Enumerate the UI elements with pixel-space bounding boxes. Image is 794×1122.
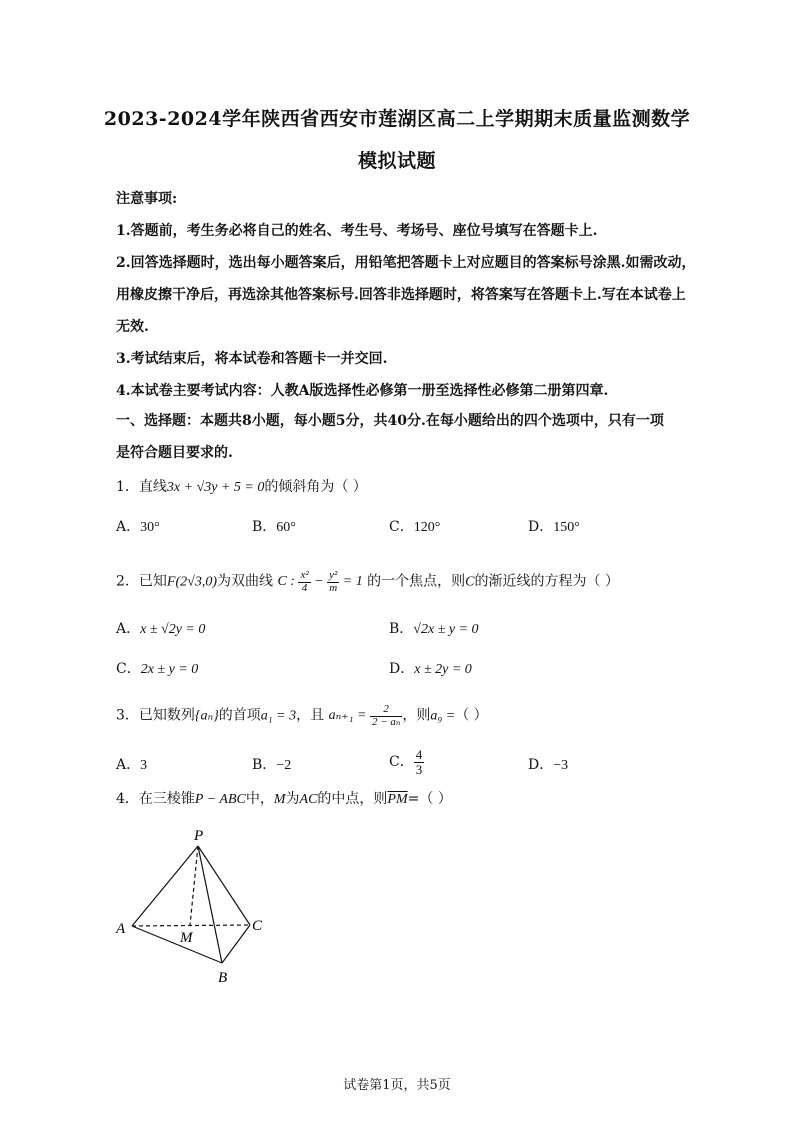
option-value: 3 [140,758,148,773]
q3-sequence: {aₙ} [194,708,219,724]
q4-pyramid: P − ABC [194,792,246,807]
option-label: B． [252,519,277,535]
label-a: A [116,921,126,937]
q2-hyperbola [277,569,363,594]
notes-heading: 注意事项: [116,191,178,207]
section-heading-cont: 是符合题目要求的. [116,445,233,461]
q1-option-b[interactable] [252,516,296,536]
edge-pa [132,846,198,926]
q3-target: a₉ = [430,708,456,724]
q4-ac: AC [299,792,318,807]
option-value: 60° [276,520,296,535]
q2-minus: − [314,574,324,590]
q4-mid3: 的中点，则 [317,791,388,807]
q1-option-a[interactable] [116,516,160,536]
option-value: x ± √2y = 0 [140,622,206,637]
frac-numerator: 4 [415,747,423,762]
note-item-2-cont: 用橡皮擦干净后，再选涂其他答案标号.回答非选择题时，将答案写在答题卡上.写在本试卷上 [116,287,686,303]
label-b: B [218,970,228,986]
q1-option-d[interactable] [528,516,580,536]
note-item-2-end: 无效. [116,319,149,335]
frac-denominator: 4 [301,581,308,594]
q3-recurrence [328,703,403,728]
q2-option-a[interactable] [116,618,205,638]
label-m: M [180,930,193,946]
note-item-4: 4.本试卷主要考试内容：人教A版选择性必修第一册至选择性必修第二册第四章. [116,383,609,399]
question-3 [116,704,488,728]
edge-ac-hidden [132,925,250,926]
q1-option-c[interactable] [389,516,440,536]
q1-equation: 3x + √3y + 5 = 0 [166,480,265,495]
question-4 [116,788,452,808]
frac-denominator: 3 [415,761,423,777]
q2-option-c[interactable] [116,658,198,678]
option-value: √2x ± y = 0 [413,622,479,637]
q3-option-a[interactable] [116,754,147,774]
note-item-1: 1.答题前，考生务必将自己的姓名、考生号、考场号、座位号填写在答题卡上. [116,223,598,239]
option-label: A． [116,757,141,773]
option-label: C． [116,661,141,677]
option-label: A． [116,621,141,637]
q2-curve-name: C : [277,574,295,590]
q2-suffix2: 的渐近线的方程为（ ） [474,573,619,590]
q2-c: C [465,574,475,590]
note-item-3: 3.考试结束后，将本试卷和答题卡一并交回. [116,351,388,367]
option-label: D． [528,519,554,535]
label-c: C [252,918,263,934]
note-item-2: 2.回答选择题时，选出每小题答案后，用铅笔把答题卡上对应题目的答案标号涂黑.如需改动， [116,255,696,271]
option-value: 150° [553,520,580,535]
q2-focus-point: F(2√3,0) [166,574,217,590]
option-label: C． [389,519,414,535]
pyramid-figure [110,820,280,990]
q3-mid1: 的首项 [218,707,261,724]
frac-denominator: m [329,581,338,594]
option-label: C． [389,754,414,771]
option-value: −2 [276,758,292,773]
question-1 [116,476,367,496]
q4-mid1: 中， [245,791,274,807]
edge-ab [132,926,222,963]
q3-option-b[interactable] [252,754,291,774]
option-label: D． [528,757,554,773]
q4-prefix: 4．在三棱锥 [116,791,195,807]
question-2 [116,570,619,594]
q2-prefix: 2．已知 [116,573,167,590]
frac-denominator: 2 − aₙ [371,715,401,728]
option-label: D． [389,661,415,677]
option-value: x ± 2y = 0 [414,662,472,677]
option-label: A． [116,519,141,535]
q3-rec-lhs: aₙ₊₁ = [328,708,367,724]
frac-numerator: 2 [370,704,402,717]
option-value: 2x ± y = 0 [140,662,199,677]
option-label: B． [252,757,277,773]
option-label: B． [389,621,414,637]
q2-frac-x [298,570,310,594]
q1-suffix: 的倾斜角为（ ） [264,479,367,495]
q2-mid: 为双曲线 [216,573,273,590]
q3-prefix: 3．已知数列 [116,707,195,724]
q1-prefix: 1．直线 [116,479,167,495]
edge-bc [222,925,250,963]
frac-numerator: x² [300,569,309,581]
page-footer: 试卷第1页，共5页 [343,1078,451,1093]
segment-pm-hidden [190,846,198,925]
frac-numerator: y² [329,569,338,581]
exam-title-line1: 2023-2024学年陕西省西安市莲湖区高二上学期期末质量监测数学 [103,108,691,130]
option-value: 120° [413,520,441,535]
q4-suffix: =（ ） [407,791,452,807]
q3-rec-frac [370,704,402,728]
section-heading: 一、选择题：本题共8小题，每小题5分，共40分.在每小题给出的四个选项中，只有一项 [116,413,664,429]
q3-mid3: ，则 [402,707,431,724]
label-p: P [194,828,204,844]
q3-mid2: ，且 [296,707,325,724]
option-value: 30° [140,520,160,535]
option-value: −3 [553,758,569,773]
q2-option-d[interactable] [389,658,472,678]
q3-option-c[interactable] [389,748,424,776]
q3-first-term: a₁ = 3 [260,708,297,724]
q2-option-b[interactable] [389,618,479,638]
q2-frac-y [327,570,339,594]
q3-option-c-frac [414,748,425,776]
exam-title-line2: 模拟试题 [357,150,436,172]
q3-suffix: （ ） [455,707,488,724]
q4-mid2: 为 [285,791,300,807]
q4-m: M [273,792,286,807]
q2-suffix1: 的一个焦点，则 [367,573,466,590]
q2-equals: = 1 [342,574,363,590]
q3-option-d[interactable] [528,754,568,774]
q4-vector-pm: $\overline{PM}$ [387,792,408,807]
